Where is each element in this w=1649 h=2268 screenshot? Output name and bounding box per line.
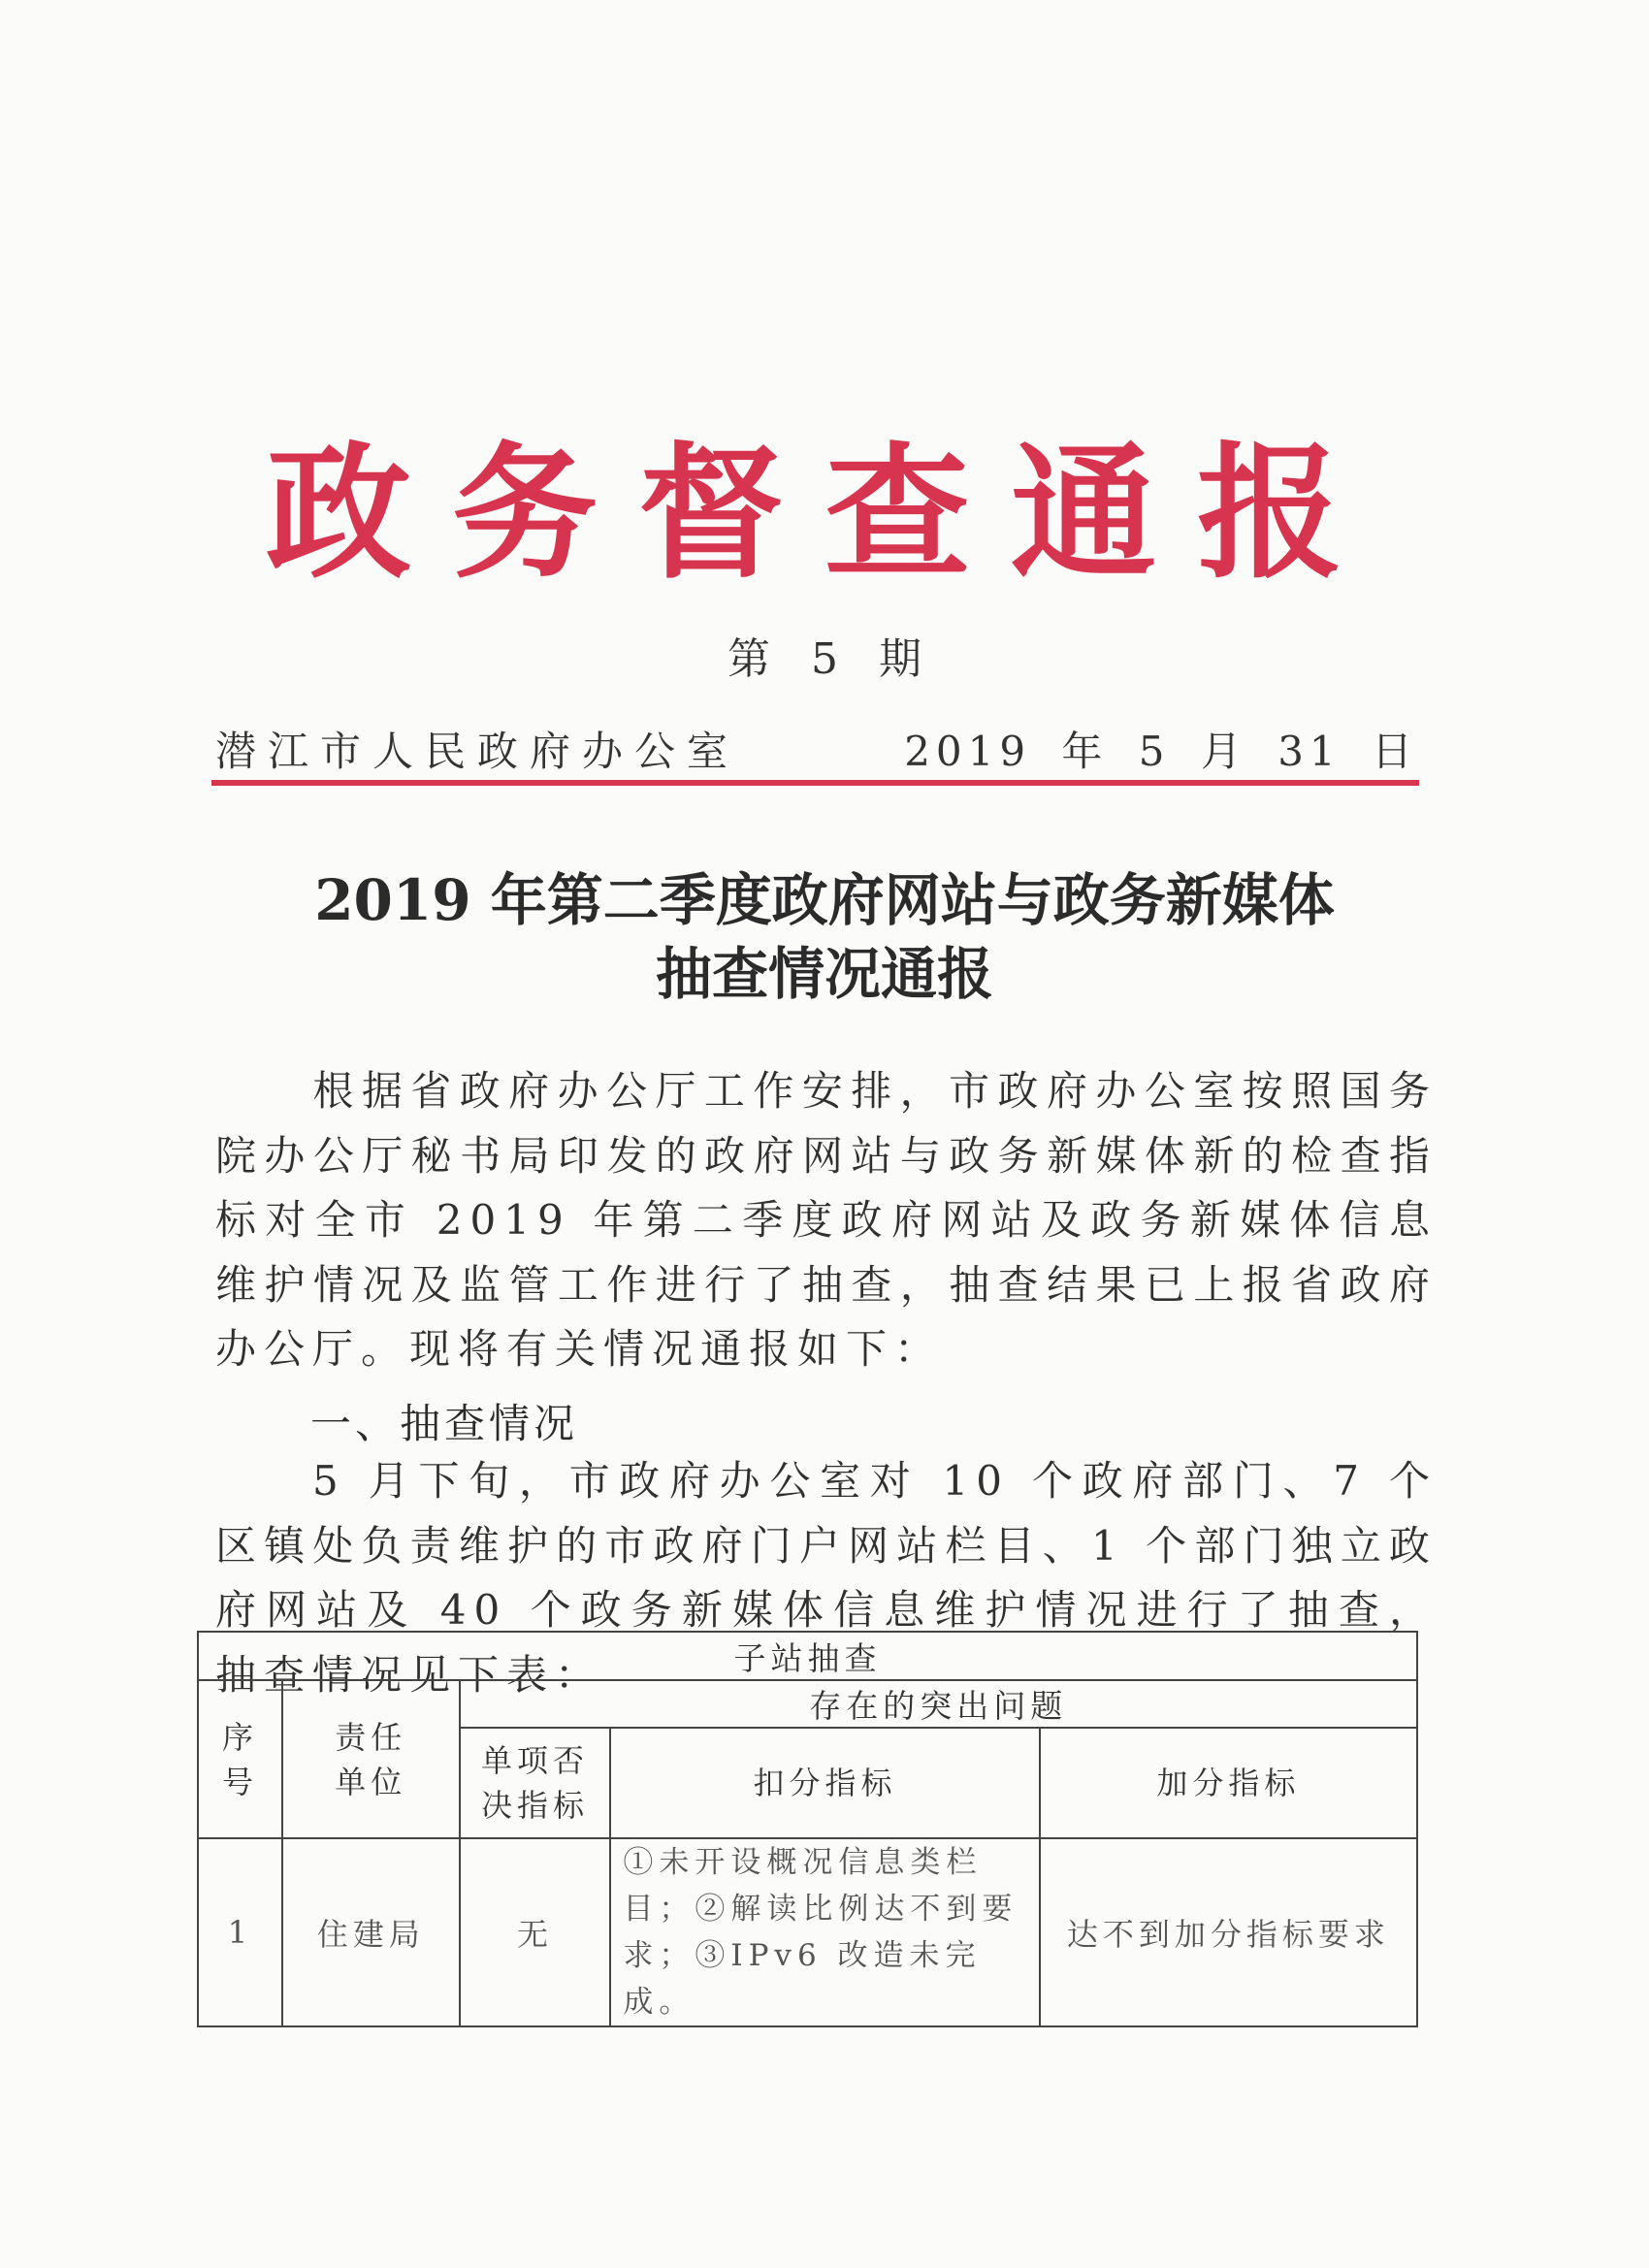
header-issues-group: 存在的突出问题 — [460, 1680, 1417, 1728]
masthead-title: 政务督查通报 — [265, 430, 1383, 599]
title-line-2: 抽查情况通报 — [655, 941, 993, 1007]
paragraph-inspection-text: 5 月下旬，市政府办公室对 10 个政府部门、7 个区镇处负责维护的市政府门户网站栏目、1 个部门独立政府网站及 40 个政务新媒体信息维护情况进行了抽查，抽查情况见下表： — [215, 1457, 1438, 1699]
document-title — [0, 863, 1649, 1011]
header-unit: 责任 单位 — [282, 1680, 460, 1838]
cell-unit: 住建局 — [282, 1838, 460, 2026]
table-caption: 子站抽查 — [198, 1632, 1417, 1680]
header-index: 序 号 — [198, 1680, 282, 1838]
cell-veto: 无 — [460, 1838, 611, 2026]
issuer: 潜江市人民政府办公室 — [215, 728, 740, 775]
title-line-1: 2019 年第二季度政府网站与政务新媒体 — [314, 867, 1335, 933]
header-bonus: 加分指标 — [1040, 1728, 1417, 1838]
cell-index: 1 — [198, 1838, 282, 2026]
cell-bonus: 达不到加分指标要求 — [1040, 1838, 1417, 2026]
paragraph-intro-text: 根据省政府办公厅工作安排，市政府办公室按照国务院办公厅秘书局印发的政府网站与政务新媒体新的检查指标对全市 2019 年第二季度政府网站及政务新媒体信息维护情况及监管工作进行了抽查，抽查结果已上报省政府办公厅。现将有关情况通报如下： — [215, 1067, 1438, 1373]
section-heading: 一、抽查情况 — [310, 1400, 579, 1447]
paragraph-intro — [215, 1059, 1438, 1382]
header-deduction: 扣分指标 — [610, 1728, 1039, 1838]
table-row — [198, 1838, 1417, 2026]
header-veto: 单项否 决指标 — [460, 1728, 611, 1838]
cell-deduction: ①未开设概况信息类栏目；②解读比例达不到要求；③IPv6 改造未完成。 — [610, 1838, 1039, 2026]
red-divider — [211, 780, 1419, 786]
inspection-table — [197, 1631, 1418, 2027]
issue-date: 2019 年 5 月 31 日 — [904, 728, 1418, 775]
issue-number: 第 5 期 — [728, 634, 922, 684]
